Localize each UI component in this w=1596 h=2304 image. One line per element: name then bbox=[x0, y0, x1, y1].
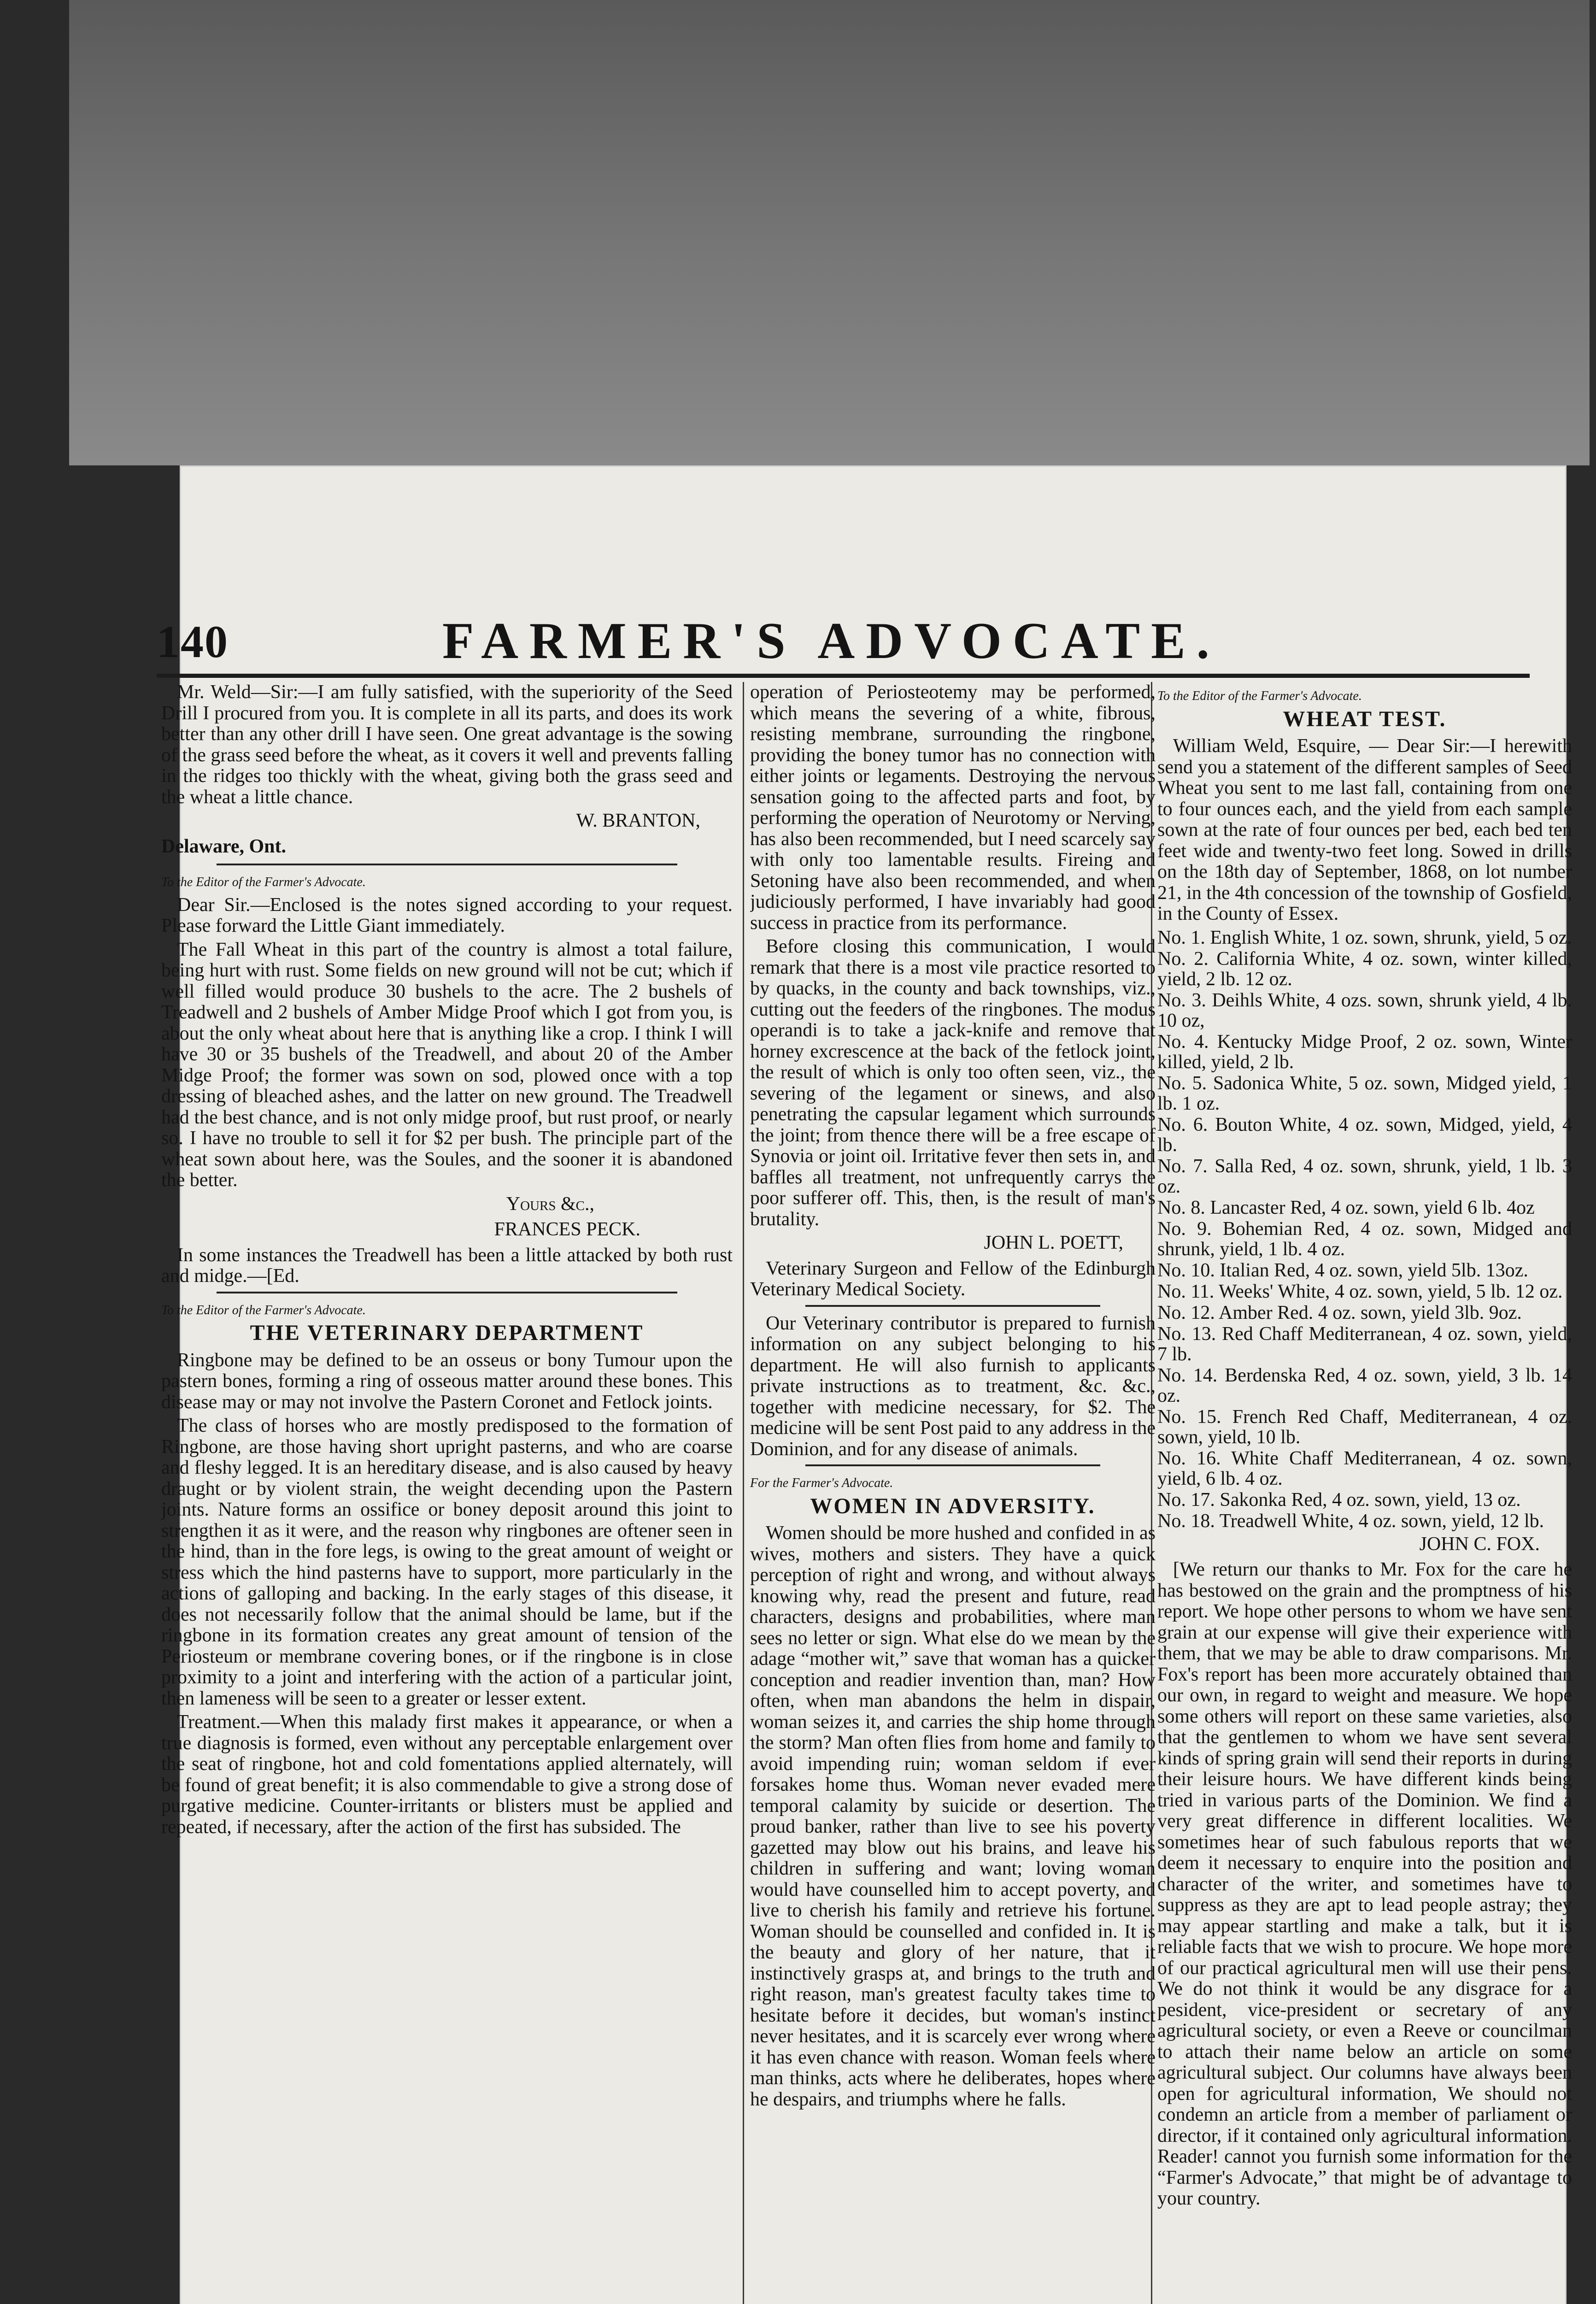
letter-branton-place: Delaware, Ont. bbox=[161, 835, 287, 857]
wheat-intro: William Weld, Esquire, — Dear Sir:—I herewith send you a statement of the different samples of Seed Wheat you sent to me last fall, containing from one to four ounces each, and the yield from each sample sown at the rate of four ounces per bed, each bed ten feet wide and twenty-two feet long. Sowed in drills on the 18th day of September, 1868, on lot number 21, in the 4th concession of the township of Gosfield, in the County of Essex. bbox=[1157, 735, 1572, 924]
veterinary-treatment: Treatment.—When this malady first makes it appearance, or when a true diagnosis is formed, even without any perceptable enlargement over the seat of ringbone, hot and cold fomentations applied alternately, will be found of great benefit; it is also commendable to give a strong dose of purgative medicine. Counter-irritants or blisters must be applied and repeated, if necessary, after the action of the first has subsided. The bbox=[161, 1711, 733, 1838]
wheat-list-item: No. 2. California White, 4 oz. sown, winter killed, yield, 2 lb. 12 oz. bbox=[1157, 948, 1572, 990]
veterinary-signature: JOHN L. POETT, bbox=[984, 1232, 1123, 1253]
wheat-list-item: No. 11. Weeks' White, 4 oz. sown, yield, 5 lb. 12 oz. bbox=[1157, 1281, 1563, 1302]
letter-branton-signature: W. BRANTON, bbox=[576, 810, 700, 831]
wheat-list-item: No. 9. Bohemian Red, 4 oz. sown, Midged and shrunk, yield, 1 lb. 4 oz. bbox=[1157, 1218, 1572, 1260]
page-header bbox=[157, 612, 1539, 673]
editor-note: In some instances the Treadwell has been a little attacked by both rust and midge.—[Ed. bbox=[161, 1244, 733, 1287]
wheat-list-item: No. 17. Sakonka Red, 4 oz. sown, yield, 13 oz. bbox=[1157, 1489, 1521, 1511]
veterinary-paragraph: Ringbone may be defined to be an osseus or bony Tumour upon the pastern bones, forming a ring of osseous matter around these bones. This disease may or may not involve the Pastern Coronet and Fetlock joints. bbox=[161, 1349, 733, 1413]
wheat-list-item: No. 18. Treadwell White, 4 oz. sown, yield, 12 lb. bbox=[1157, 1510, 1544, 1532]
wheat-signature: JOHN C. FOX. bbox=[1419, 1533, 1540, 1555]
header-rule bbox=[157, 674, 1530, 678]
wheat-list-item: No. 16. White Chaff Mediterranean, 4 oz. sown, yield, 6 lb. 4 oz. bbox=[1157, 1447, 1572, 1489]
wheat-editor-note: [We return our thanks to Mr. Fox for the care he has bestowed on the grain and the promptness of his report. We hope other persons to whom we have sent grain at our expense will give their experience with them, that we may be able to draw comparisons. Mr. Fox's report has been more accurately obtained than our own, in regard to weight and measure. We hope some others will report on these same varieties, also that the gentlemen to whom we have sent several kinds of spring grain will send their reports in during their leisure hours. We have different kinds being tried in various parts of the Dominion. We find a very great difference in different localities. We sometimes hear of such fabulous reports that we deem it necessary to enquire into the position and character of the writer, and sometimes have to suppress as they are apt to lead people astray; they may appear startling and make a talk, but it is reliable facts that we wish to procure. We hope more of our practical agricultural men will use their pens. We do not think it would be any disgrace for a pesident, vice-president or secretary of any agricultural society, or even a Reeve or councilman to attach their name below an article on some agricultural subject. Our columns have always been open for agricultural information, We should not condemn an article from a member of parliament or director, if it contained only agricultural information. Reader! cannot you furnish some information for the “Farmer's Advocate,” that might be of advantage to your country. bbox=[1157, 1559, 1572, 2209]
section-rule bbox=[217, 1292, 677, 1293]
wheat-list-item: No. 15. French Red Chaff, Mediterranean, 4 oz. sown, yield, 10 lb. bbox=[1157, 1406, 1572, 1448]
veterinary-paragraph: The class of horses who are mostly predisposed to the formation of Ringbone, are those having short upright pasterns, and who are coarse and fleshy legged. It is an hereditary disease, and is also caused by heavy draught or by violent strain, the weight decending upon the Pastern joints. Nature forms an ossifice or boney deposit around this joint to strengthen it as it were, and the reason why ringbones are oftener seen in the hind, than in the fore legs, is owing to the great amount of weight or stress which the hind pasterns have to support, more particularly in the actions of galloping and backing. In the early stages of this disease, it does not necessarily follow that the animal should be lame, but if the ringbone in its formation creates any great amount of tension of the Periosteum or membrane covering bones, or if the ringbone is in close proximity to a joint and interfering with the action of a particular joint, then lameness will be seen to a greater or lesser extent. bbox=[161, 1415, 733, 1709]
letter-peck-closing: Yours &c., bbox=[506, 1193, 594, 1215]
veterinary-tag: To the Editor of the Farmer's Advocate. bbox=[161, 1303, 366, 1317]
column-divider bbox=[743, 682, 744, 2304]
wheat-list-item: No. 5. Sadonica White, 5 oz. sown, Midged yield, 1 lb. 1 oz. bbox=[1157, 1072, 1572, 1114]
wheat-list-item: No. 12. Amber Red. 4 oz. sown, yield 3lb. 9oz. bbox=[1157, 1302, 1522, 1323]
letter-peck-signature: FRANCES PECK. bbox=[494, 1219, 640, 1240]
wheat-list-item: No. 7. Salla Red, 4 oz. sown, shrunk, yield, 1 lb. 3 oz. bbox=[1157, 1155, 1572, 1197]
women-paragraph: Women should be more hushed and confided in as wives, mothers and sisters. They have a quick perception of right and wrong, and without always knowing why, read the present and future, read characters, designs and probabilities, where man sees no letter or sign. What else do we mean by the adage “mother wit,” save that woman has a quicker conception and readier invention than, man? How often, when man abandons the helm in dispair, woman seizes it, and carries the ship home through the storm? Man often flies from home and family to avoid impending ruin; woman seldom if ever forsakes home thus. Woman never evaded mere temporal calamity by suicide or desertion. The proud banker, rather than live to see his poverty gazetted may blow out his brains, and leave his children in suffering and want; loving woman would have counselled him to accept poverty, and live to cherish his family and retrieve his fortune. Woman should be counselled and confided in. It is the beauty and glory of her nature, that it instinctively grasps at, and brings to the truth and right reason, man's greatest faculty takes time to hesitate before it decides, but woman's instinct never hesitates, and it is scarcely ever wrong where it has even chance with reason. Woman feels where man thinks, acts where he deliberates, hopes where he despairs, and triumphs where he falls. bbox=[750, 1522, 1156, 2110]
page-number: 140 bbox=[157, 616, 229, 667]
section-rule bbox=[805, 1305, 1100, 1307]
letter-peck-paragraph: The Fall Wheat in this part of the country is almost a total failure, being hurt with rust. Some fields on new ground will not be cut; which if well filled would produce 30 bushels to the acre. The 2 bushels of Treadwell and 2 bushels of Amber Midge Proof which I got from you, is about the only wheat about here that is anything like a crop. I think I will have 30 or 35 bushels of the Treadwell, and about 20 of the Amber Midge Proof; the former was sown on sod, plowed once with a top dressing of bleached ashes, and the latter on new ground. The Treadwell had the best chance, and is not only midge proof, but rust proof, or nearly so. I have no trouble to sell it for $2 per bush. The principle part of the wheat sown about here, was the Soules, and the sooner it is abandoned the better. bbox=[161, 939, 733, 1191]
section-rule bbox=[217, 864, 677, 865]
wheat-tag: To the Editor of the Farmer's Advocate. bbox=[1157, 689, 1362, 703]
letter-peck-paragraph: Dear Sir.—Enclosed is the notes signed according to your request. Please forward the Little Giant immediately. bbox=[161, 894, 733, 936]
wheat-list-item: No. 1. English White, 1 oz. sown, shrunk, yield, 5 oz. bbox=[1157, 927, 1572, 948]
women-tag: For the Farmer's Advocate. bbox=[750, 1476, 893, 1490]
wheat-list-item: No. 3. Deihls White, 4 ozs. sown, shrunk yield, 4 lb. 10 oz, bbox=[1157, 989, 1572, 1031]
letter-peck-tag: To the Editor of the Farmer's Advocate. bbox=[161, 875, 366, 889]
veterinary-paragraph: operation of Periosteotemy may be performed, which means the severing of a white, fibrous, resisting membrane, surrounding the ringbone, providing the boney tumor has no connection with either joints or legaments. Destroying the nervous sensation going to the affected parts and foot, by performing the operation of Neurotomy or Nerving, has also been recommended, but I need scarcely say with only too lamentable results. Fireing and Setoning have also been recommended, and when judiciously performed, I have invariably had good success in practice from its performance. bbox=[750, 682, 1156, 934]
upper-page-background bbox=[69, 0, 1590, 465]
wheat-list-item: No. 8. Lancaster Red, 4 oz. sown, yield 6 lb. 4oz bbox=[1157, 1197, 1535, 1218]
wheat-list bbox=[1157, 928, 1572, 1531]
wheat-list-item: No. 14. Berdenska Red, 4 oz. sown, yield, 3 lb. 14 oz. bbox=[1157, 1364, 1572, 1406]
wheat-list-item: No. 6. Bouton White, 4 oz. sown, Midged, yield, 4 lb. bbox=[1157, 1114, 1572, 1156]
wheat-list-item: No. 4. Kentucky Midge Proof, 2 oz. sown, Winter killed, yield, 2 lb. bbox=[1157, 1031, 1572, 1073]
wheat-list-item: No. 13. Red Chaff Mediterranean, 4 oz. sown, yield, 7 lb. bbox=[1157, 1323, 1572, 1365]
veterinary-heading: THE VETERINARY DEPARTMENT bbox=[250, 1321, 644, 1345]
masthead-title: FARMER'S ADVOCATE. bbox=[442, 612, 1220, 670]
wheat-heading: WHEAT TEST. bbox=[1283, 706, 1447, 731]
wheat-list-item: No. 10. Italian Red, 4 oz. sown, yield 5lb. 13oz. bbox=[1157, 1259, 1528, 1281]
section-rule bbox=[805, 1464, 1100, 1466]
women-heading: WOMEN IN ADVERSITY. bbox=[810, 1493, 1096, 1518]
veterinary-paragraph: Before closing this communication, I would remark that there is a most vile practice resorted to by quacks, in the county and back townships, viz., cutting out the feeders of the ringbones. The modus operandi is to take a jack-knife and remove that horney excrescence at the back of the fetlock joint, the result of which is only too often seen, viz., the severing of the legament or sinews, and also penetrating the capsular legament which surrounds the joint; from thence there will be a free escape of Synovia or joint oil. Irritative fever then sets in, and baffles all treatment, not unfrequently carrys the poor sufferer off. This, then, is the result of man's brutality. bbox=[750, 936, 1156, 1230]
veterinary-contributor-note: Our Veterinary contributor is prepared to furnish information on any subject belonging to his department. He will also furnish to applicants private instructions as to treatment, &c. &c., together with medicine necessary, for $2. The medicine will be sent Post paid to any address in the Dominion, and for any disease of animals. bbox=[750, 1312, 1156, 1460]
veterinary-author-title: Veterinary Surgeon and Fellow of the Edinburgh Veterinary Medical Society. bbox=[750, 1258, 1156, 1300]
column-2 bbox=[750, 682, 1156, 2304]
letter-branton-text: Mr. Weld—Sir:—I am fully satisfied, with the superiority of the Seed Drill I procured from you. It is complete in all its parts, and does its work better than any other drill I have seen. One great advantage is the sowing of the grass seed before the wheat, as it covers it well and prevents falling in the ridges too thickly with the wheat, giving both the grass seed and the wheat a little chance. bbox=[161, 682, 733, 808]
column-1 bbox=[161, 682, 733, 2304]
column-3 bbox=[1157, 682, 1572, 2304]
